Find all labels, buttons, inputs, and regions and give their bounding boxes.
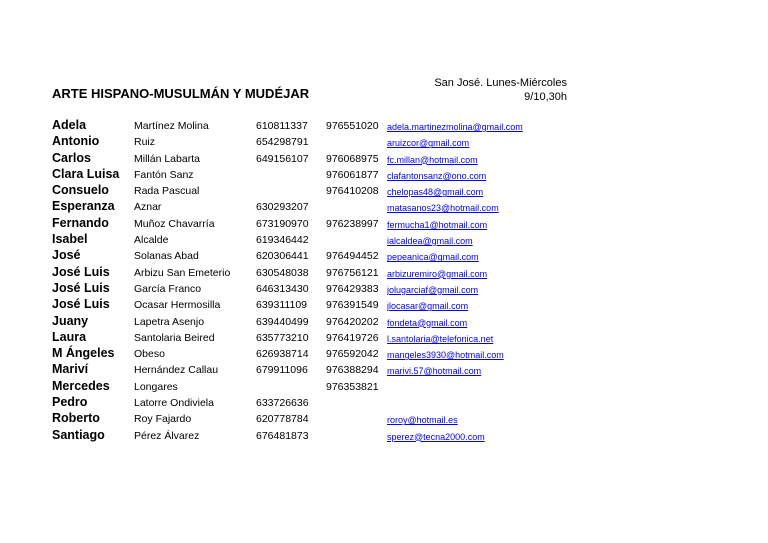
first-name: José Luis [52, 297, 110, 312]
phone-landline: 976592042 [326, 348, 379, 361]
contact-table [0, 118, 768, 444]
last-name: Longares [134, 380, 178, 393]
table-row [0, 118, 768, 134]
phone-mobile: 676481873 [256, 429, 309, 442]
phone-mobile: 639311109 [256, 299, 307, 312]
phone-mobile: 639440499 [256, 315, 309, 328]
table-row [0, 395, 768, 411]
last-name: Ocasar Hermosilla [134, 299, 221, 312]
last-name: Rada Pascual [134, 185, 200, 198]
phone-landline: 976388294 [326, 364, 379, 377]
first-name: Consuelo [52, 183, 109, 198]
phone-mobile: 679911096 [256, 364, 308, 377]
phone-landline: 976353821 [326, 380, 379, 393]
email-link[interactable]: arbizuremiro@gmail.com [387, 268, 488, 279]
last-name: Lapetra Asenjo [134, 315, 205, 328]
first-name: Mariví [52, 362, 89, 377]
phone-landline: 976238997 [326, 217, 379, 230]
last-name: Fantón Sanz [134, 168, 194, 181]
last-name: Arbizu San Emeterio [134, 266, 231, 279]
last-name: Roy Fajardo [134, 413, 192, 426]
table-row [0, 346, 768, 362]
email-link[interactable]: fermucha1@hotmail.com [387, 219, 488, 230]
table-row [0, 167, 768, 183]
table-row [0, 362, 768, 378]
email-link[interactable]: chelopas48@gmail.com [387, 187, 484, 198]
email-link[interactable]: adela.martinezmolina@gmail.com [387, 122, 523, 132]
table-row [0, 297, 768, 313]
email-link[interactable]: mangeles3930@hotmail.com [387, 350, 504, 361]
email-link[interactable]: matasanos23@hotmail.com [387, 203, 499, 214]
phone-mobile: 630548038 [256, 266, 309, 279]
first-name: Carlos [52, 150, 91, 165]
email-link[interactable]: sperez@tecna2000.com [387, 431, 485, 442]
email-link[interactable]: clafantonsanz@ono.com [387, 170, 487, 181]
email-link[interactable]: pepeanica@gmail.com [387, 252, 479, 263]
first-name: Mercedes [52, 378, 110, 393]
phone-mobile: 620778784 [256, 413, 309, 426]
phone-mobile: 635773210 [256, 331, 309, 344]
email-link[interactable]: aruizcor@gmail.com [387, 138, 470, 149]
table-row [0, 379, 768, 395]
email-link[interactable]: jlocasar@gmail.com [387, 301, 469, 312]
phone-landline: 976494452 [326, 250, 379, 263]
first-name: José Luis [52, 264, 110, 279]
first-name: Antonio [52, 134, 100, 149]
phone-mobile: 673190970 [256, 217, 309, 230]
table-row [0, 411, 768, 427]
phone-landline: 976551020 [326, 120, 379, 132]
email-link[interactable]: roroy@hotmail.es [387, 415, 458, 426]
table-row [0, 151, 768, 167]
phone-mobile: 619346442 [256, 234, 309, 247]
first-name: M Ángeles [52, 346, 115, 361]
table-row [0, 428, 768, 444]
table-row [0, 183, 768, 199]
phone-mobile: 654298791 [256, 136, 309, 149]
first-name: Santiago [52, 427, 105, 442]
table-row [0, 134, 768, 150]
first-name: Clara Luisa [52, 166, 120, 181]
table-row [0, 248, 768, 264]
first-name: Roberto [52, 411, 100, 426]
table-row [0, 330, 768, 346]
table-row [0, 265, 768, 281]
table-row [0, 199, 768, 215]
location-days: San José. Lunes-Miércoles [434, 77, 567, 89]
phone-landline: 976429383 [326, 282, 379, 295]
phone-landline: 976756121 [326, 266, 379, 279]
email-link[interactable]: marivi.57@hotmail.com [387, 366, 482, 377]
first-name: Fernando [52, 215, 109, 230]
last-name: Aznar [134, 201, 162, 214]
table-row [0, 232, 768, 248]
phone-landline: 976068975 [326, 152, 379, 165]
phone-mobile: 649156107 [256, 152, 309, 165]
first-name: Laura [52, 329, 87, 344]
last-name: Santolaria Beired [134, 331, 215, 344]
table-row [0, 216, 768, 232]
email-link[interactable]: l.santolaria@telefonica.net [387, 333, 494, 344]
phone-landline: 976061877 [326, 168, 379, 181]
phone-mobile: 633726636 [256, 397, 309, 410]
first-name: Juany [52, 313, 89, 328]
session-time: 9/10,30h [524, 91, 567, 103]
first-name: José [52, 248, 81, 263]
last-name: Millán Labarta [134, 152, 200, 165]
last-name: Muñoz Chavarría [134, 217, 215, 230]
phone-landline: 976420202 [326, 315, 379, 328]
table-row [0, 314, 768, 330]
first-name: Isabel [52, 232, 88, 247]
first-name: José Luis [52, 280, 110, 295]
last-name: Latorre Ondiviela [134, 397, 214, 410]
first-name: Esperanza [52, 199, 115, 214]
phone-landline: 976391549 [326, 299, 379, 312]
last-name: Solanas Abad [134, 250, 199, 263]
phone-mobile: 646313430 [256, 282, 309, 295]
email-link[interactable]: ialcaldea@gmail.com [387, 236, 473, 247]
phone-mobile: 630293207 [256, 201, 309, 214]
table-row [0, 281, 768, 297]
last-name: Obeso [134, 348, 165, 361]
last-name: Martínez Molina [134, 120, 209, 132]
last-name: Hernández Callau [134, 364, 219, 377]
schedule-header [380, 76, 567, 104]
last-name: Alcalde [134, 234, 169, 247]
email-link[interactable]: jolugarciaf@gmail.com [387, 284, 479, 295]
phone-mobile: 626938714 [256, 348, 309, 361]
last-name: García Franco [134, 282, 202, 295]
page-title: ARTE HISPANO-MUSULMÁN Y MUDÉJAR [52, 86, 310, 101]
phone-mobile: 620306441 [256, 250, 309, 263]
last-name: Ruiz [134, 136, 156, 149]
phone-mobile: 610811337 [256, 120, 308, 132]
first-name: Pedro [52, 395, 88, 410]
phone-landline: 976410208 [326, 185, 379, 198]
last-name: Pérez Álvarez [134, 429, 200, 442]
email-link[interactable]: fondeta@gmail.com [387, 317, 468, 328]
email-link[interactable]: fc.millan@hotmail.com [387, 154, 478, 165]
first-name: Adela [52, 118, 87, 132]
phone-landline: 976419726 [326, 331, 379, 344]
